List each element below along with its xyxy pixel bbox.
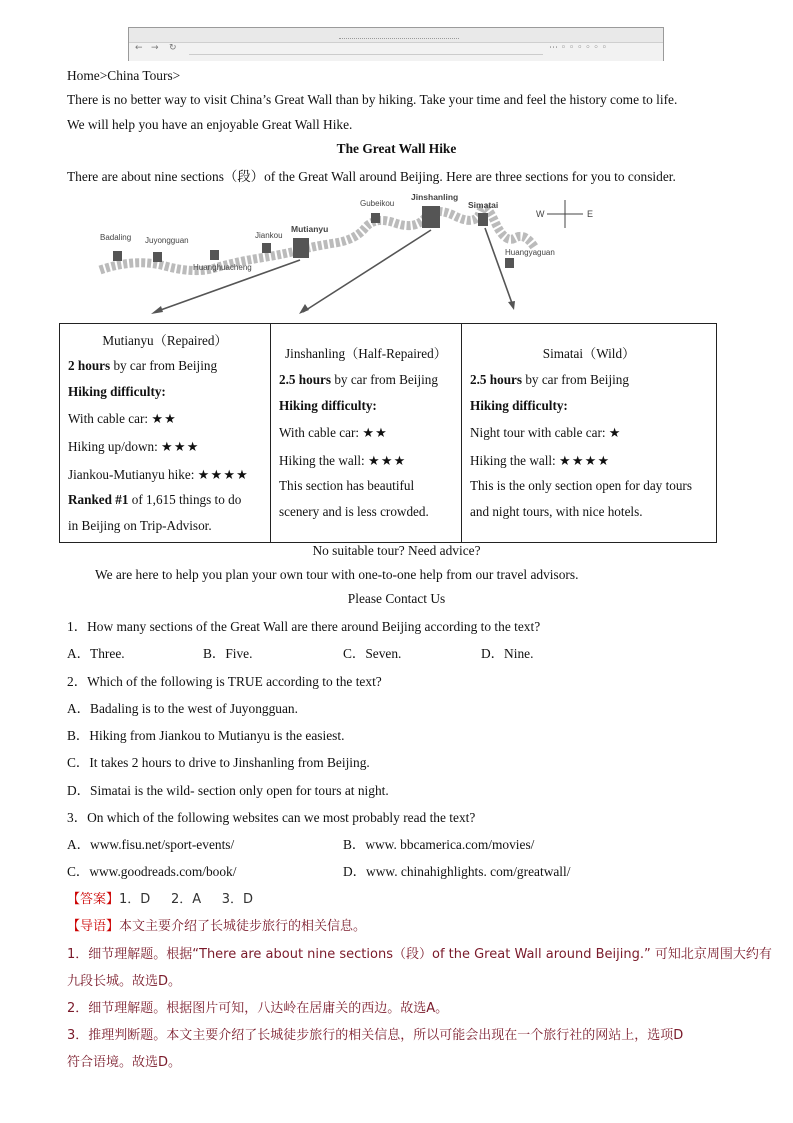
star-icon: ★★★ xyxy=(161,439,200,454)
label-huanghuacheng: Huanghuacheng xyxy=(193,263,252,272)
simatai-difficulty: Hiking difficulty: xyxy=(470,397,568,413)
star-icon: ★★★ xyxy=(368,452,407,468)
star-icon: ★★ xyxy=(151,411,177,427)
q3-option-c: C．www.goodreads.com/book/ xyxy=(67,864,237,879)
label-badaling: Badaling xyxy=(100,233,132,242)
breadcrumb: Home>China Tours> xyxy=(67,68,181,83)
answer-line xyxy=(67,888,253,907)
compass-w: W xyxy=(536,209,545,219)
simatai-time: 2.5 hours by car from Beijing xyxy=(470,372,629,388)
q1-option-a: A．Three. xyxy=(67,646,125,661)
browser-tab-bar xyxy=(129,28,663,43)
compass-e: E xyxy=(587,209,594,219)
advice-text: We are here to help you plan your own tour with one-to-one help from our travel advisors. xyxy=(95,567,579,582)
contact-link[interactable]: Please Contact Us xyxy=(347,591,446,606)
star-icon: ★ xyxy=(608,425,622,441)
mutianyu-title: Mutianyu（Repaired） xyxy=(102,332,228,348)
explain-line-3: 2．细节理解题。根据图片可知，八达岭在居庸关的西边。故选A。 xyxy=(67,1001,449,1016)
question-2: 2．Which of the following is TRUE according to the text? xyxy=(67,674,382,689)
arrow-heads xyxy=(151,301,515,314)
address-bar xyxy=(189,44,543,55)
article-title: The Great Wall Hike xyxy=(336,141,457,156)
jinshanling-note-1: This section has beautiful xyxy=(279,478,415,494)
q3-option-b: B．www. bbcamerica.com/movies/ xyxy=(343,837,535,852)
q3-option-d: D．www. chinahighlights. com/greatwall/ xyxy=(343,864,571,879)
label-simatai: Simatai xyxy=(468,200,499,210)
great-wall-map xyxy=(95,188,625,314)
mutianyu-difficulty: Hiking difficulty: xyxy=(68,383,166,399)
forward-icon: → xyxy=(151,43,159,53)
label-gubeikou: Gubeikou xyxy=(360,199,395,208)
label-jiankou: Jiankou xyxy=(255,231,283,240)
jinshanling-time: 2.5 hours by car from Beijing xyxy=(279,372,438,388)
mutianyu-cable-car: With cable car: ★★ xyxy=(68,411,177,427)
intro-line-2: We will help you have an enjoyable Great Wall Hike. xyxy=(67,117,353,132)
simatai-title: Simatai（Wild） xyxy=(542,346,636,362)
answer-text: 1．D 2．A 3．D xyxy=(119,892,254,907)
compass-icon xyxy=(547,200,583,228)
mutianyu-jiankou-hike: Jiankou-Mutianyu hike: ★★★★ xyxy=(68,466,249,482)
explain-line-4: 3．推理判断题。本文主要介绍了长城徒步旅行的相关信息，所以可能会出现在一个旅行社的网站上，选项D xyxy=(67,1028,684,1043)
mutianyu-rank-2: in Beijing on Trip-Advisor. xyxy=(68,517,212,533)
jinshanling-note-2: scenery and is less crowded. xyxy=(279,503,429,519)
label-jinshanling: Jinshanling xyxy=(411,192,459,202)
sections-table xyxy=(59,323,717,543)
simatai-hiking: Hiking the wall: ★★★★ xyxy=(470,452,611,468)
simatai-night-tour: Night tour with cable car: ★ xyxy=(470,425,622,441)
intro-line-1: There is no better way to visit China’s Great Wall than by hiking. Take your time and feel the history come to life. xyxy=(67,92,678,107)
simatai-note-1: This is the only section open for day tours xyxy=(470,478,692,494)
q1-option-d: D．Nine. xyxy=(481,646,534,661)
mutianyu-time: 2 hours by car from Beijing xyxy=(68,358,218,374)
browser-screenshot xyxy=(128,27,664,61)
back-icon: ← xyxy=(135,43,143,53)
jinshanling-hiking: Hiking the wall: ★★★ xyxy=(279,452,407,468)
sections-intro: There are about nine sections（段）of the Great Wall around Beijing. Here are three sections for you to consider. xyxy=(67,169,676,184)
star-icon: ★★ xyxy=(362,425,388,441)
question-1: 1．How many sections of the Great Wall are there around Beijing according to the text? xyxy=(67,619,541,634)
toolbar-icons: ⋯ ◦ ◦ ◦ ◦ ◦ ◦ xyxy=(549,43,608,53)
browser-tab xyxy=(339,30,459,39)
jinshanling-cable-car: With cable car: ★★ xyxy=(279,425,388,441)
q2-option-a: A．Badaling is to the west of Juyongguan. xyxy=(67,701,298,716)
jinshanling-title: Jinshanling（Half-Repaired） xyxy=(285,346,447,362)
answer-label: 【答案】 xyxy=(67,892,120,907)
q3-option-a: A．www.fisu.net/sport-events/ xyxy=(67,837,235,852)
star-icon: ★★★★ xyxy=(559,452,611,468)
label-huangyaguan: Huangyaguan xyxy=(505,248,555,257)
label-mutianyu: Mutianyu xyxy=(291,224,329,234)
mutianyu-hiking: Hiking up/down: ★★★ xyxy=(68,439,200,454)
jinshanling-difficulty: Hiking difficulty: xyxy=(279,397,377,413)
star-icon: ★★★★ xyxy=(197,466,249,482)
question-3: 3．On which of the following websites can we most probably read the text? xyxy=(67,810,476,825)
simatai-note-2: and night tours, with nice hotels. xyxy=(470,503,643,519)
label-juyongguan: Juyongguan xyxy=(145,236,189,245)
q1-option-b: B．Five. xyxy=(203,646,253,661)
guide-text: 本文主要介绍了长城徒步旅行的相关信息。 xyxy=(119,919,367,934)
guide-line xyxy=(67,915,366,934)
q2-option-b: B．Hiking from Jiankou to Mutianyu is the easiest. xyxy=(67,728,345,743)
jinshanling-cell xyxy=(271,324,462,543)
explain-line-2: 九段长城。故选D。 xyxy=(67,974,182,989)
explain-line-1: 1．细节理解题。根据“There are about nine sections（段）of the Great Wall around Beijing.” 可知北京周围大约有 xyxy=(67,947,772,962)
q2-option-d: D．Simatai is the wild- section only open for tours at night. xyxy=(67,783,389,798)
q1-option-c: C．Seven. xyxy=(343,646,402,661)
explain-line-5: 符合语境。故选D。 xyxy=(67,1055,182,1070)
reload-icon: ↻ xyxy=(169,43,177,53)
q2-option-c: C．It takes 2 hours to drive to Jinshanling from Beijing. xyxy=(67,755,370,770)
guide-label: 【导语】 xyxy=(67,919,120,934)
simatai-cell xyxy=(462,324,717,543)
mutianyu-rank: Ranked #1 of 1,615 things to do xyxy=(68,492,242,508)
mutianyu-cell xyxy=(60,324,271,543)
advice-question: No suitable tour? Need advice? xyxy=(312,543,481,558)
